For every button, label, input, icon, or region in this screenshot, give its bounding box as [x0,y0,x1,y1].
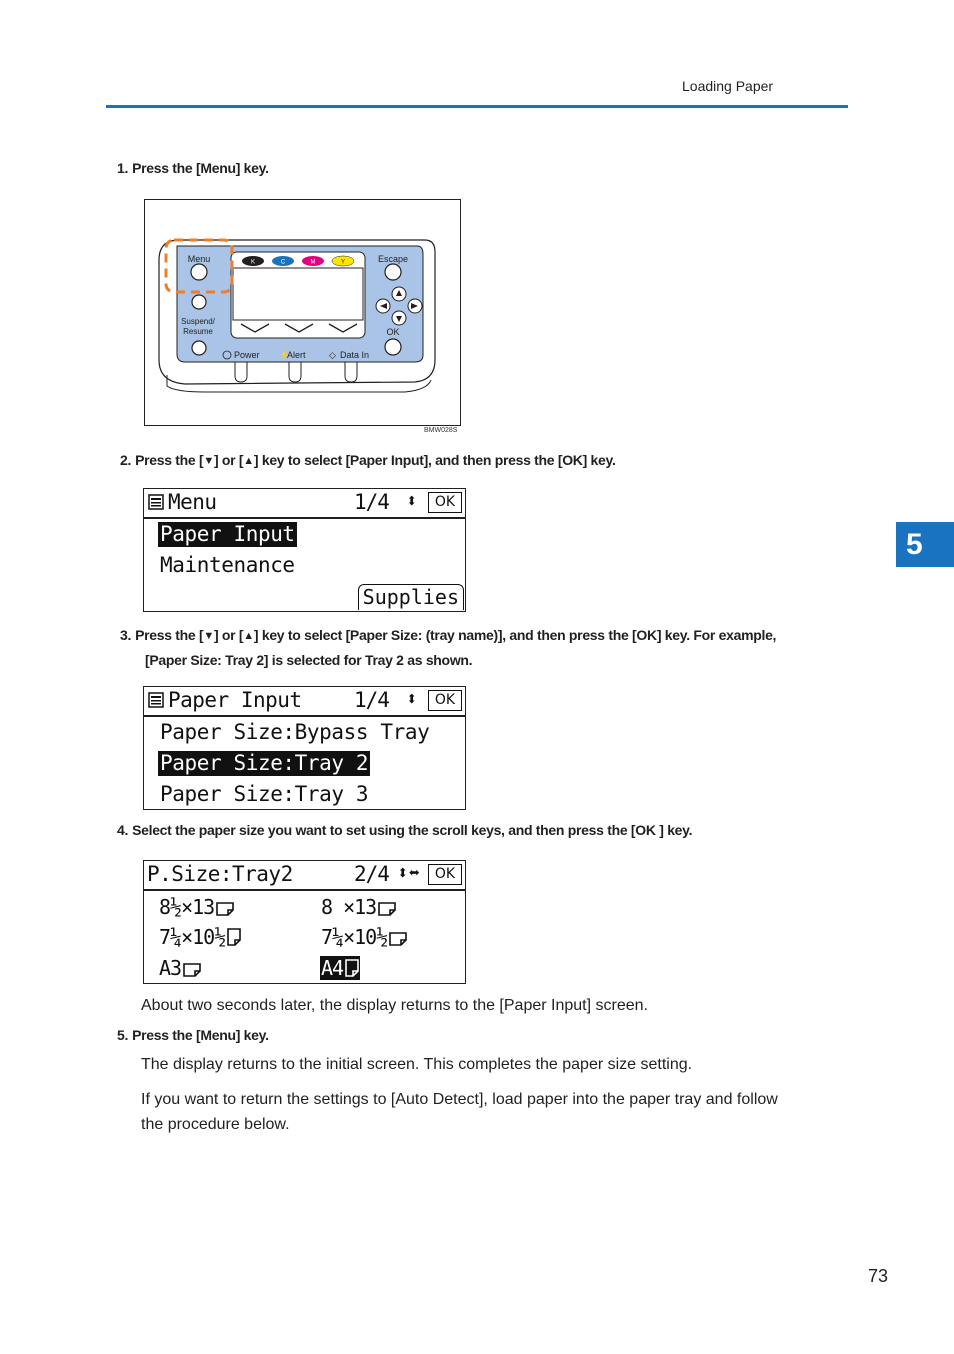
svg-text:OK: OK [386,327,400,337]
step-text-a: Press the [ [135,452,204,468]
size-option[interactable] [158,925,242,949]
step-text-b: ] or [ [213,627,244,643]
lcd-title: Menu [168,490,217,514]
step-3-line-2: [Paper Size: Tray 2] is selected for Tray 2 as shown. [145,652,473,668]
lcd-ok-indicator: OK [428,492,462,513]
step-number: 2. [120,452,132,468]
control-panel-illustration [144,199,461,426]
size-option-label: 7¼×10½ [321,925,388,949]
svg-text:Alert: Alert [287,350,306,360]
step-number: 3. [120,627,132,643]
page-number: 73 [868,1266,889,1286]
size-option-selected[interactable] [320,956,360,980]
scroll-updown-icon: ⬍ [406,688,418,710]
size-option[interactable] [158,895,235,919]
size-option-label: A4 [321,956,344,980]
svg-text:⚡: ⚡ [279,350,291,360]
size-option-label: 7¼×10½ [159,925,226,949]
result-paragraph: The display returns to the initial screen. This completes the paper size setting. [141,1056,693,1073]
step-text-a: Press the [ [135,627,204,643]
auto-detect-paragraph-line-2: the procedure below. [141,1116,290,1133]
svg-text:Power: Power [234,350,260,360]
header-rule [106,105,848,108]
step-3 [120,627,776,643]
supplies-softkey[interactable]: Supplies [358,584,464,610]
step-text: Press the [Menu] key. [132,1027,269,1043]
step-text: Press the [Menu] key. [132,160,269,176]
lcd-row-bypass-tray[interactable]: Paper Size:Bypass Tray [160,720,430,744]
control-panel-drawing [145,200,460,425]
ok-key [385,339,401,355]
figure-code: BMW028S [424,427,458,434]
scroll-updown-icon: ⬍ [406,490,418,512]
svg-text:Menu: Menu [187,254,211,264]
size-option-label: 8½×13 [159,895,215,919]
step-1 [117,160,269,176]
lcd-menu-screen [143,488,466,612]
lcd-page-indicator: 1/4 [354,490,389,514]
svg-text:C: C [280,259,286,266]
lcd-paper-size-screen [143,860,466,984]
down-arrow-icon: ▼ [203,630,214,642]
lcd-page-indicator: 2/4 [354,862,389,886]
step-4 [117,822,692,838]
step-2 [120,452,616,468]
lcd-ok-indicator: OK [428,864,462,885]
menu-list-icon [148,494,164,510]
lcd-row-tray-3[interactable]: Paper Size:Tray 3 [160,782,369,806]
chapter-tab: 5 [896,522,954,567]
size-option[interactable] [158,956,202,980]
step-5 [117,1027,269,1043]
step-text-c: ] key to select [Paper Size: (tray name)], and then press the [OK] key. For example, [253,627,777,643]
step-text-c: ] key to select [Paper Input], and then press the [OK] key. [253,452,616,468]
lcd-titlebar [144,489,465,519]
landscape-paper-icon [183,963,201,977]
lcd-paper-input-screen [143,686,466,810]
auto-detect-paragraph-line-1: If you want to return the settings to [Auto Detect], load paper into the paper tray and follow [141,1091,778,1108]
menu-key [191,264,207,280]
portrait-paper-icon [345,959,359,977]
step-text-b: ] or [ [213,452,244,468]
landscape-paper-icon [378,902,396,916]
svg-text:Suspend/: Suspend/ [181,317,215,326]
size-option[interactable] [320,895,397,919]
up-arrow-icon: ▲ [243,630,254,642]
lcd-title: Paper Input [168,688,302,712]
step-number: 1. [117,160,129,176]
step-number: 5. [117,1027,129,1043]
landscape-paper-icon [389,932,407,946]
lcd-ok-indicator: OK [428,690,462,711]
lcd-title: P.Size:Tray2 [147,862,293,886]
svg-text:M: M [310,259,316,266]
power-key [192,341,206,355]
running-header: Loading Paper [682,78,774,94]
portrait-paper-icon [227,928,241,946]
svg-text:K: K [250,259,256,266]
suspend-key [192,295,206,309]
scroll-fourway-icon: ⬍⬌ [397,862,420,884]
lcd-row-paper-input[interactable]: Paper Input [160,522,295,546]
up-arrow-icon: ▲ [243,455,254,467]
menu-list-icon [148,692,164,708]
down-arrow-icon: ▼ [203,455,214,467]
lcd-row-maintenance[interactable]: Maintenance [160,553,295,577]
lcd-titlebar [144,861,465,891]
lcd-page-indicator: 1/4 [354,688,389,712]
landscape-paper-icon [216,902,234,916]
escape-key [385,264,401,280]
lcd-titlebar [144,687,465,717]
svg-text:Data In: Data In [340,350,370,360]
size-option-label: A3 [159,956,182,980]
svg-text:Resume: Resume [183,327,213,336]
svg-text:◇: ◇ [329,350,336,360]
lcd-row-tray-2[interactable]: Paper Size:Tray 2 [160,751,369,775]
svg-text:Escape: Escape [377,254,409,264]
size-option[interactable] [320,925,408,949]
step-text: Select the paper size you want to set using the scroll keys, and then press the [OK ] key. [132,822,693,838]
svg-text:Y: Y [340,259,346,266]
note-paragraph: About two seconds later, the display returns to the [Paper Input] screen. [141,997,648,1014]
size-option-label: 8 ×13 [321,895,377,919]
step-number: 4. [117,822,129,838]
